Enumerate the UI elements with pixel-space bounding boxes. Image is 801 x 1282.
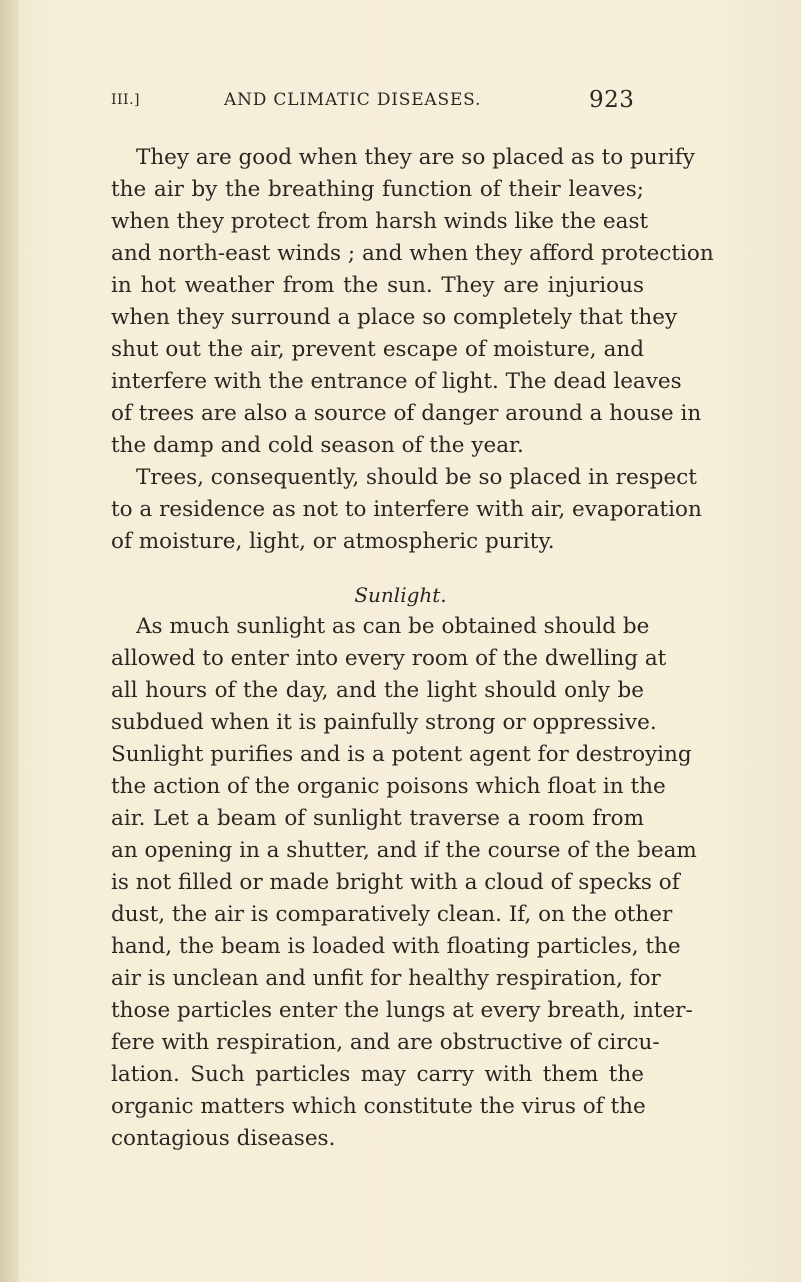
text-line: hand, the beam is loaded with floating particles, the [111, 934, 681, 959]
text-line: all hours of the day, and the light should only be [111, 678, 644, 703]
running-title: AND CLIMATIC DISEASES. [224, 90, 482, 110]
text-line: an opening in a shutter, and if the course of the beam [111, 838, 697, 863]
text-line: organic matters which constitute the virus of the [111, 1094, 646, 1119]
section-heading: Sunlight. [354, 583, 447, 607]
text-line: dust, the air is comparatively clean. If, on the other [111, 902, 673, 927]
text-line: air. Let a beam of sunlight traverse a room from [111, 806, 644, 831]
text-line: the action of the organic poisons which float in the [111, 774, 666, 799]
chapter-number: III.] [111, 92, 141, 108]
running-head [0, 86, 801, 118]
text-line: is not filled or made bright with a cloud of specks of [111, 870, 680, 895]
text-line: when they surround a place so completely that they [111, 305, 678, 330]
text-line: As much sunlight as can be obtained should be [136, 614, 650, 639]
text-line: contagious diseases. [111, 1126, 336, 1151]
text-line: fere with respiration, and are obstructive of circu- [111, 1030, 660, 1055]
text-line: to a residence as not to interfere with air, evaporation [111, 497, 702, 522]
text-line: interfere with the entrance of light. The dead leaves [111, 369, 682, 394]
text-line: the air by the breathing function of their leaves; [111, 177, 644, 202]
text-line: of moisture, light, or atmospheric purity. [111, 529, 555, 554]
text-line: in hot weather from the sun. They are injurious [111, 273, 644, 298]
text-line: They are good when they are so placed as to purify [136, 145, 695, 170]
text-line: the damp and cold season of the year. [111, 433, 524, 458]
text-line: lation. Such particles may carry with them the [111, 1062, 644, 1087]
text-line: when they protect from harsh winds like the east [111, 209, 649, 234]
text-line: Trees, consequently, should be so placed in respect [136, 465, 697, 490]
text-line: those particles enter the lungs at every breath, inter- [111, 998, 693, 1023]
text-line: air is unclean and unfit for healthy respiration, for [111, 966, 661, 991]
text-line: allowed to enter into every room of the dwelling at [111, 646, 667, 671]
text-line: subdued when it is painfully strong or oppressive. [111, 710, 657, 735]
text-line: and north-east winds ; and when they afford protection [111, 241, 714, 266]
page-number: 923 [589, 87, 635, 113]
text-line: Sunlight purifies and is a potent agent for destroying [111, 742, 692, 767]
text-line: shut out the air, prevent escape of moisture, and [111, 337, 644, 362]
text-line: of trees are also a source of danger around a house in [111, 401, 702, 426]
